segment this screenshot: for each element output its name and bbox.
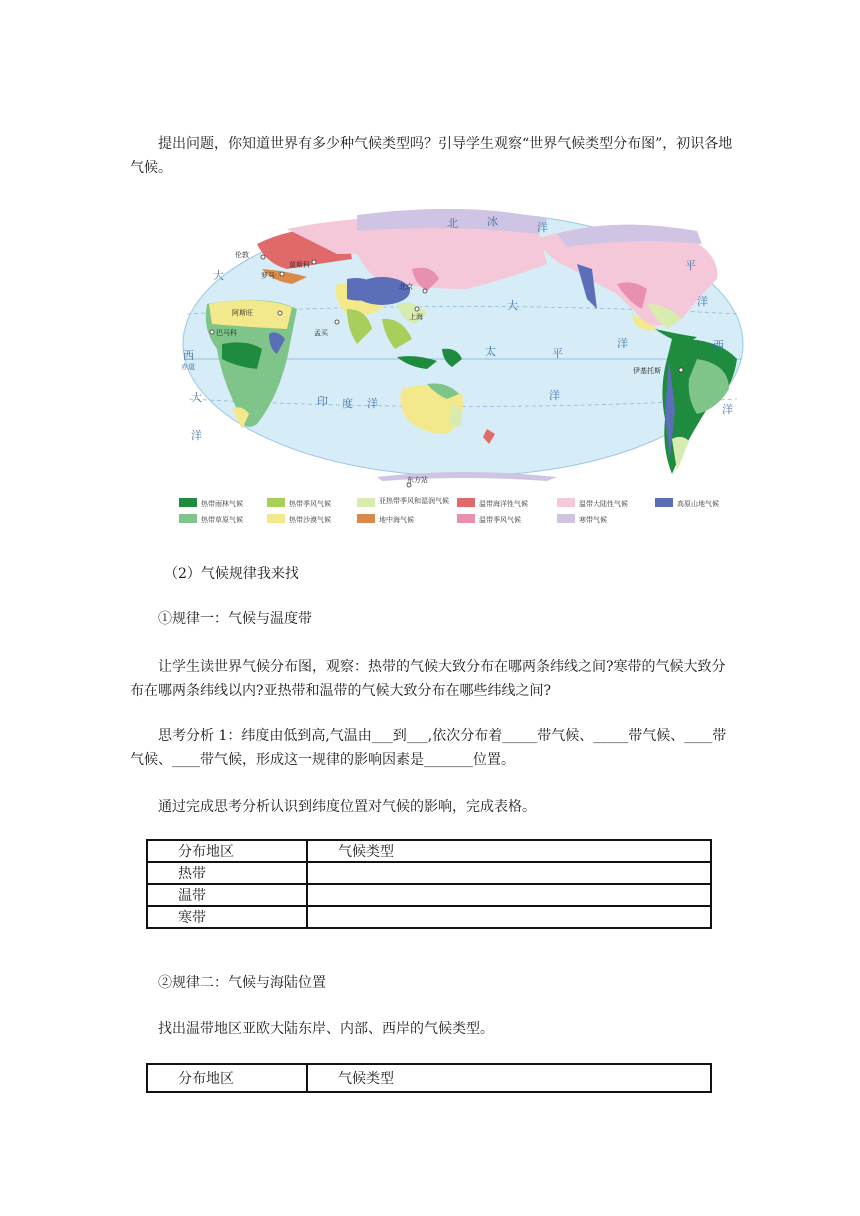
ocean-label: 平 [552,347,563,360]
think-analysis-paragraph: 思考分析 1：纬度由低到高,气温由___到___,依次分布着_____带气候、_____带气候、____带气候、____带气候，形成这一规律的影响因素是_______位置。 [130,728,727,768]
ocean-label: 北 [447,217,458,230]
ocean-label: 西 [713,339,724,352]
city-label: 罗马 [261,272,275,280]
table-header-cell: 气候类型 [307,840,711,862]
city-label: 上海 [409,313,423,321]
ocean-label: 大 [191,391,202,404]
legend-label: 地中海气候 [379,516,414,524]
city-label: 孟买 [314,329,328,337]
ocean-label: 洋 [697,295,708,308]
legend-label: 温带大陆性气候 [579,500,628,508]
table-header-cell: 分布地区 [147,840,307,862]
city-label: 伊基托斯 [633,367,661,375]
legend-label: 温带季风气候 [479,516,521,524]
ocean-label: 洋 [722,403,733,416]
rule-one-paragraph: 让学生读世界气候分布图，观察：热带的气候大致分布在哪两条纬线之间?寒带的气候大致分布在哪两条纬线以内?亚热带和温带的气候大致分布在哪些纬线之间? [130,659,726,699]
legend-label: 热带雨林气候 [201,500,243,508]
city-label: 东方站 [407,476,428,484]
table-cell-input[interactable] [307,906,711,928]
table-cell-input[interactable] [307,862,711,884]
section-heading: （2）气候规律我来找 [164,566,299,582]
ocean-label: 太 [485,345,496,358]
legend-label: 热带季风气候 [289,500,331,508]
ocean-label: 印 [317,395,328,408]
table-header-cell: 气候类型 [307,1064,711,1092]
table-cell: 寒带 [147,906,307,928]
complete-table-instruction: 通过完成思考分析认识到纬度位置对气候的影响，完成表格。 [158,799,536,815]
legend-label: 温带海洋性气候 [479,500,528,508]
city-label: 莫斯科 [289,261,310,269]
legend-label: 热带草原气候 [201,516,243,524]
city-label: 北京 [399,283,413,291]
map-legend [179,496,719,524]
city-label: 巴马科 [216,329,237,337]
rule-two-heading: ②规律二：气候与海陆位置 [158,975,326,991]
table-cell: 热带 [147,862,307,884]
ocean-label: 洋 [537,221,548,234]
table-header-cell: 分布地区 [147,1064,307,1092]
ocean-label: 大 [507,299,518,312]
table-row [147,906,711,928]
ocean-label: 西 [183,349,194,362]
ocean-label: 冰 [487,215,498,228]
legend-label: 高原山地气候 [677,500,719,508]
rule-one-heading: ①规律一：气候与温度带 [158,611,312,627]
rule-two-paragraph: 找出温带地区亚欧大陆东岸、内部、西岸的气候类型。 [158,1021,494,1037]
intro-paragraph: 提出问题，你知道世界有多少种气候类型吗？引导学生观察“世界气候类型分布图”，初识各地气候。 [130,136,733,176]
table-row [147,862,711,884]
ocean-label: 洋 [367,397,378,410]
ocean-label: 平 [685,259,696,272]
table-row [147,884,711,906]
temperature-zone-table [146,839,712,929]
city-label: 阿斯旺 [232,309,253,317]
table-header-row [147,1064,711,1092]
latitude-label: 赤道 [181,363,195,371]
table-cell: 温带 [147,884,307,906]
ocean-label: 度 [342,397,353,410]
city-label: 伦敦 [235,251,249,259]
table-header-row [147,840,711,862]
legend-label: 热带沙漠气候 [289,516,331,524]
world-climate-map [177,209,749,535]
ocean-label: 洋 [191,429,202,442]
sea-land-table [146,1063,712,1093]
ocean-label: 洋 [549,389,560,402]
ocean-label: 大 [213,269,224,282]
legend-label: 寒带气候 [579,516,607,524]
ocean-label: 洋 [617,337,628,350]
table-cell-input[interactable] [307,884,711,906]
legend-label: 亚热带季风和湿润气候 [379,497,449,505]
